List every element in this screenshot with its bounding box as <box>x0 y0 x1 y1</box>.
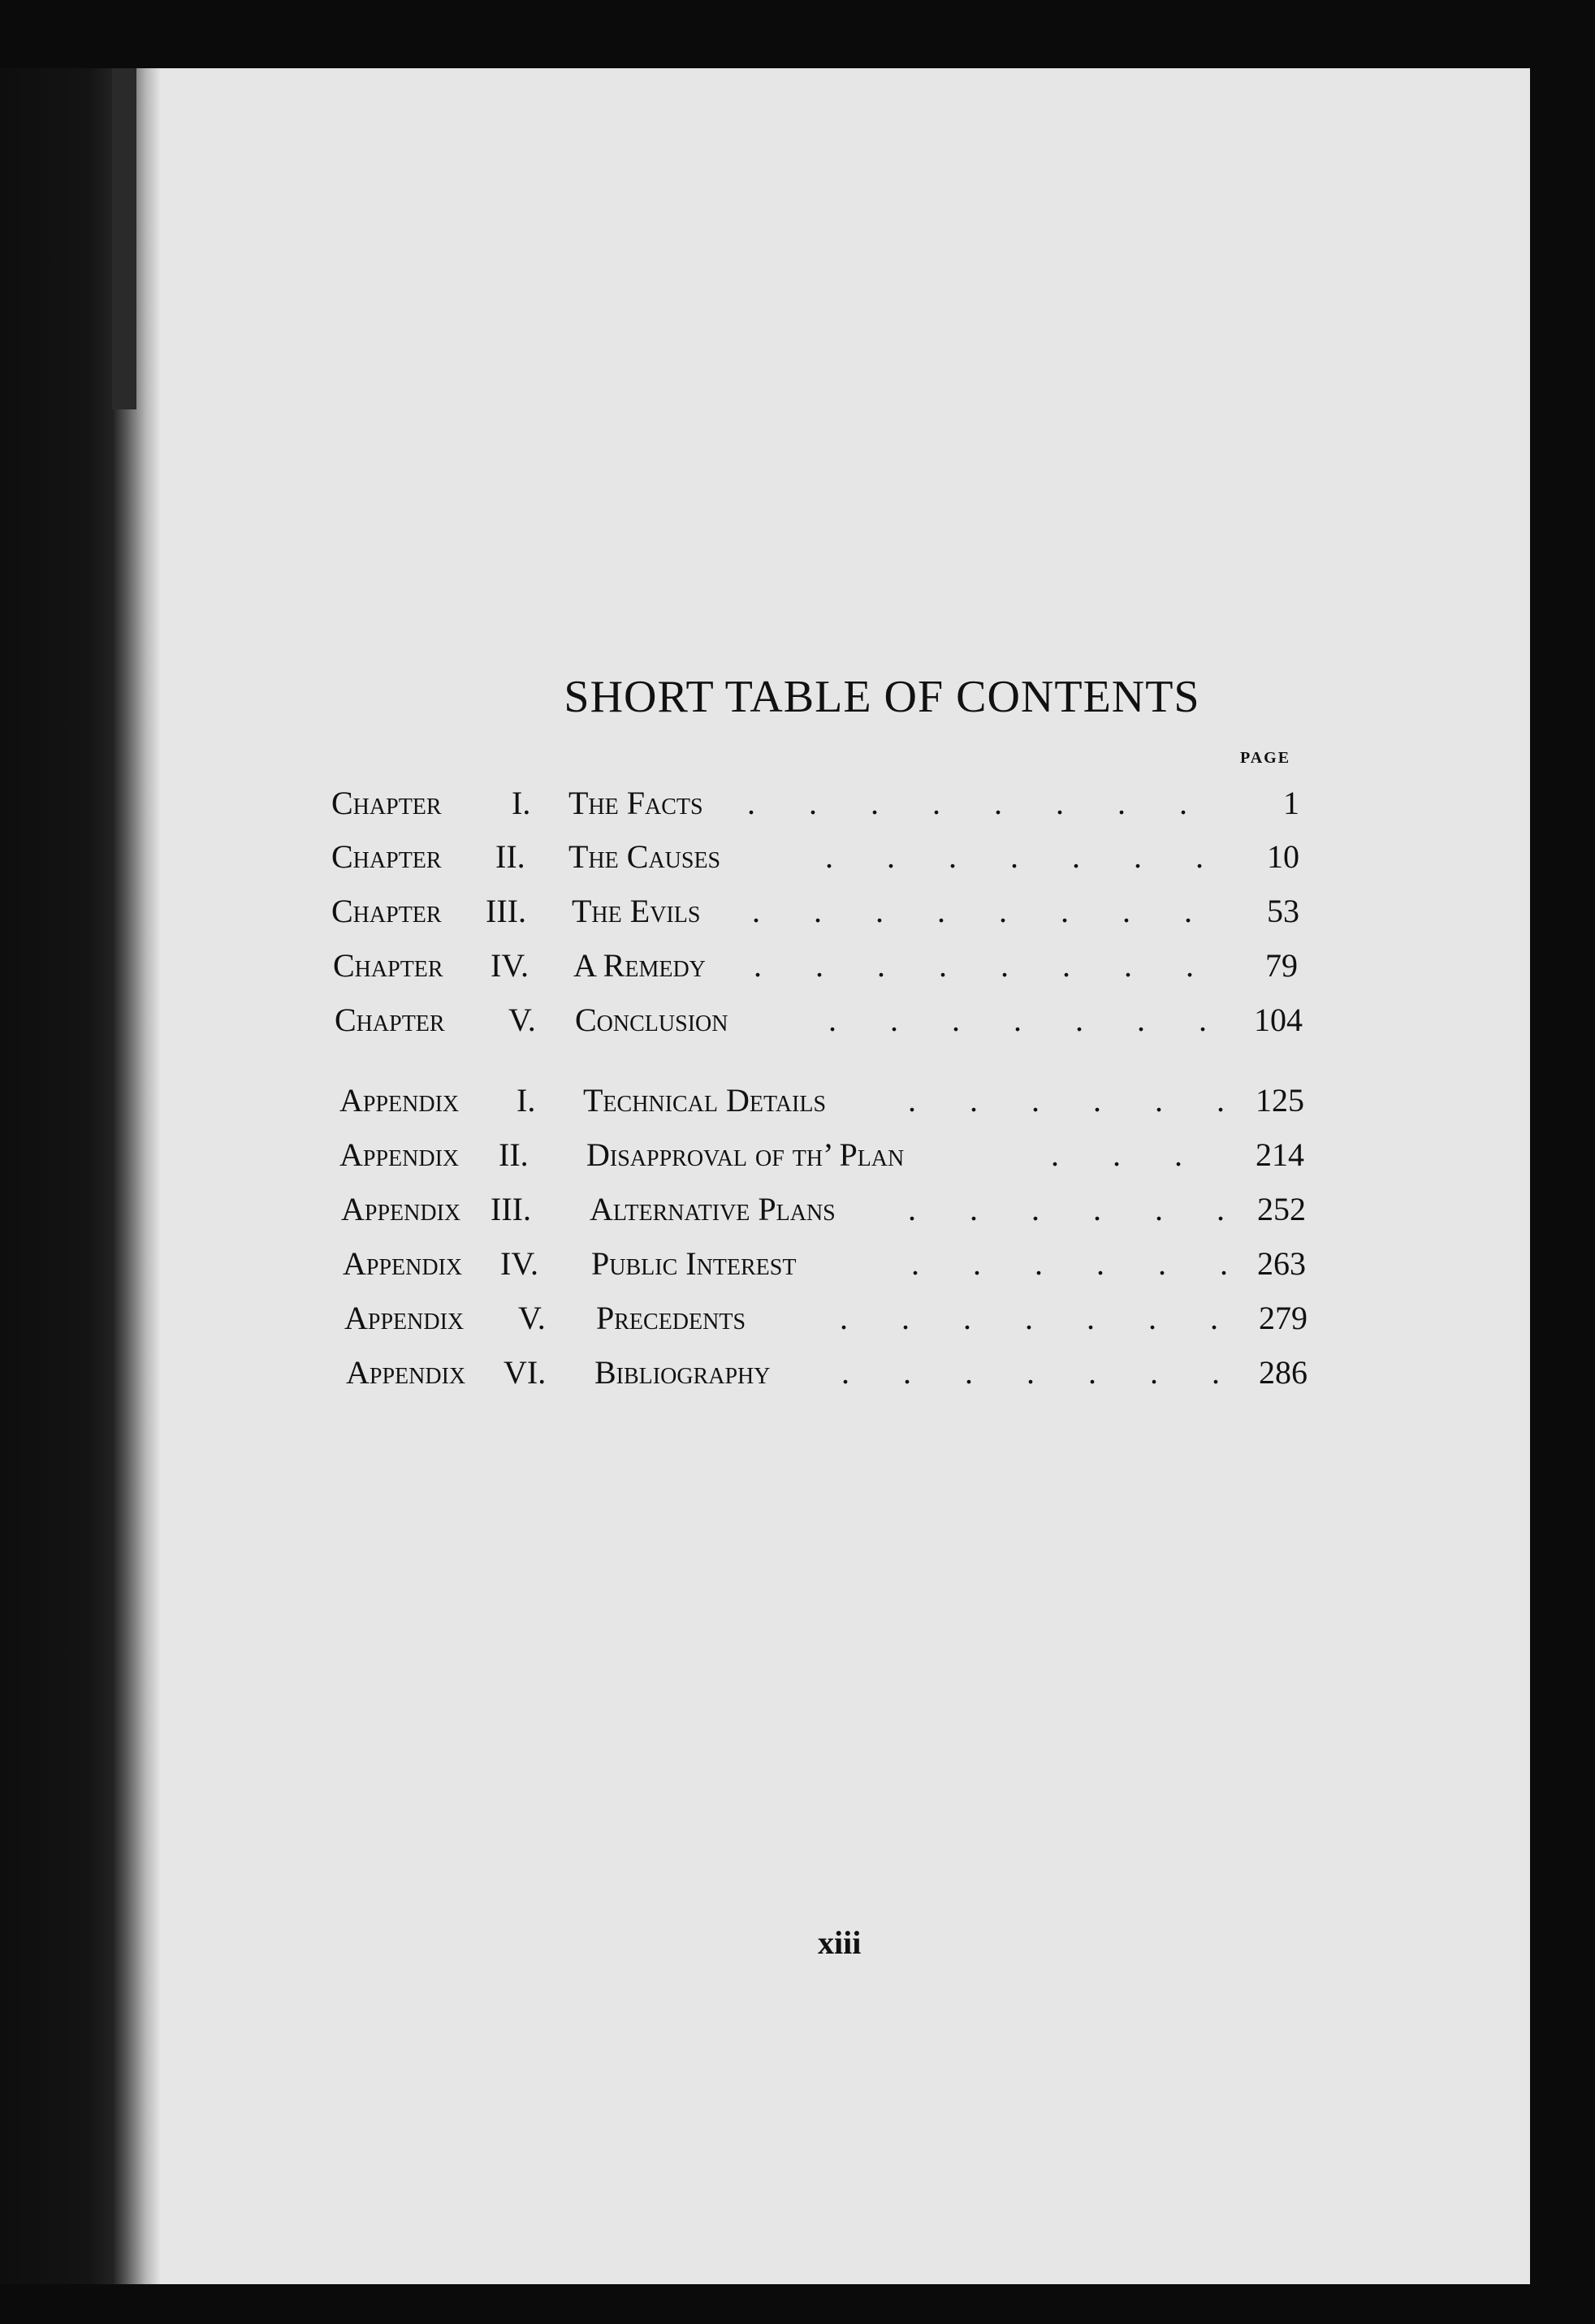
entry-kind: Appendix <box>339 1082 460 1119</box>
dot-leaders: . . . . . . <box>908 1191 1247 1227</box>
entry-title: The Causes <box>568 838 721 875</box>
entry-number: III. <box>486 893 526 929</box>
entry-title: Bibliography <box>594 1354 771 1391</box>
dot-leaders: . . . . . . . . <box>754 947 1217 984</box>
entry-number: V. <box>508 1002 536 1038</box>
toc-row-appendix-3 <box>341 1190 1316 1231</box>
toc-row-appendix-5 <box>344 1299 1319 1339</box>
dot-leaders: . . . <box>1051 1136 1205 1173</box>
entry-kind: Appendix <box>344 1300 465 1336</box>
entry-kind: Appendix <box>339 1136 460 1173</box>
entry-title: A Remedy <box>573 947 706 984</box>
page-number: xiii <box>818 1924 862 1961</box>
entry-kind: Appendix <box>343 1245 463 1282</box>
entry-title: Public Interest <box>591 1245 797 1282</box>
entry-number: V. <box>518 1300 546 1336</box>
entry-page: 104 <box>1254 1002 1303 1038</box>
dot-leaders: . . . . . . . <box>825 838 1226 875</box>
dot-leaders: . . . . . . . <box>840 1300 1241 1336</box>
entry-number: VI. <box>504 1354 547 1391</box>
page-gutter-strip <box>112 68 136 409</box>
entry-number: I. <box>517 1082 536 1119</box>
entry-page: 286 <box>1259 1354 1308 1391</box>
toc-row-chapter-2 <box>331 837 1306 878</box>
entry-kind: Appendix <box>346 1354 466 1391</box>
entry-number: III. <box>491 1191 531 1227</box>
entry-number: IV. <box>500 1245 539 1282</box>
entry-page: 263 <box>1257 1245 1306 1282</box>
toc-row-appendix-4 <box>343 1244 1317 1285</box>
entry-number: II. <box>499 1136 529 1173</box>
toc-row-chapter-3 <box>331 892 1306 933</box>
entry-page: 1 <box>1283 785 1299 821</box>
entry-page: 79 <box>1265 947 1298 984</box>
entry-kind: Chapter <box>333 947 443 984</box>
entry-title: Alternative Plans <box>590 1191 836 1227</box>
toc-row-chapter-1 <box>331 784 1306 824</box>
entry-page: 53 <box>1267 893 1299 929</box>
book-spine-shadow <box>0 68 112 2284</box>
entry-page: 252 <box>1257 1191 1306 1227</box>
toc-row-chapter-5 <box>335 1001 1309 1041</box>
dot-leaders: . . . . . . . . <box>747 785 1210 821</box>
entry-kind: Chapter <box>331 838 442 875</box>
entry-title: Conclusion <box>575 1002 728 1038</box>
dot-leaders: . . . . . . . <box>828 1002 1230 1038</box>
toc-row-appendix-1 <box>339 1081 1314 1122</box>
entry-kind: Chapter <box>331 785 442 821</box>
entry-kind: Chapter <box>331 893 442 929</box>
entry-number: I. <box>512 785 531 821</box>
dot-leaders: . . . . . . . . <box>752 893 1215 929</box>
entry-kind: Chapter <box>335 1002 445 1038</box>
entry-number: IV. <box>491 947 530 984</box>
dot-leaders: . . . . . . <box>908 1082 1247 1119</box>
entry-title: Precedents <box>596 1300 746 1336</box>
entry-title: Technical Details <box>583 1082 827 1119</box>
entry-kind: Appendix <box>341 1191 461 1227</box>
toc-row-appendix-2 <box>339 1136 1314 1176</box>
entry-title: The Evils <box>572 893 701 929</box>
toc-row-chapter-4 <box>333 946 1308 987</box>
page-column-header: PAGE <box>1240 749 1291 767</box>
dot-leaders: . . . . . . . <box>841 1354 1243 1391</box>
entry-number: II. <box>495 838 525 875</box>
entry-page: 10 <box>1267 838 1299 875</box>
entry-page: 279 <box>1259 1300 1308 1336</box>
entry-title: The Facts <box>568 785 703 821</box>
toc-row-appendix-6 <box>346 1353 1321 1394</box>
toc-title: SHORT TABLE OF CONTENTS <box>564 672 1200 722</box>
dot-leaders: . . . . . . <box>911 1245 1251 1282</box>
entry-page: 214 <box>1256 1136 1304 1173</box>
entry-page: 125 <box>1256 1082 1304 1119</box>
entry-title: Disapproval of th’ Plan <box>586 1136 905 1173</box>
